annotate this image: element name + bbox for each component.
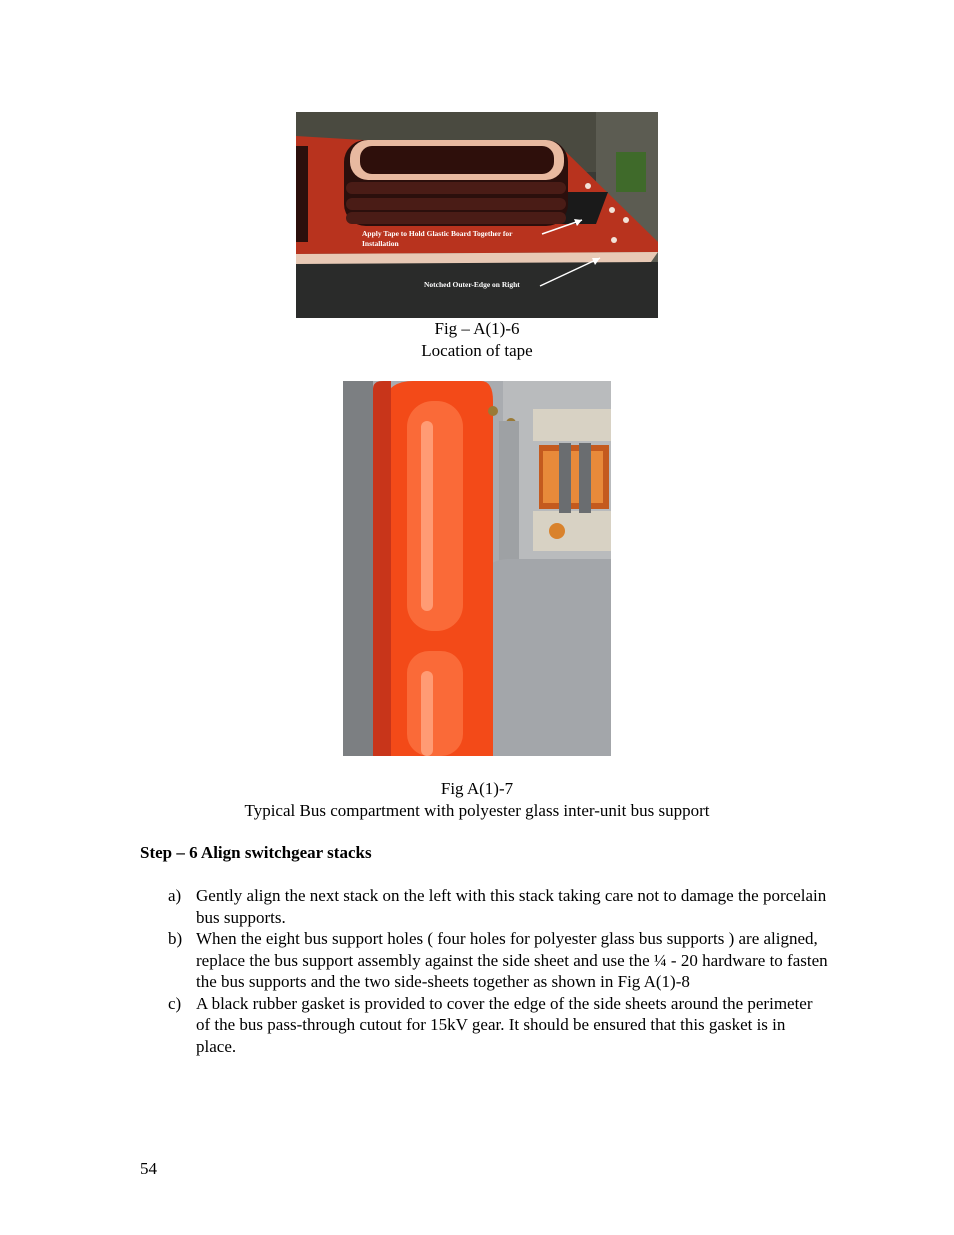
list-item bbox=[168, 928, 828, 993]
list-marker: a) bbox=[168, 886, 182, 905]
tape-annotation-line-2: Installation bbox=[362, 239, 399, 248]
figure-1-caption-title: Location of tape bbox=[421, 341, 533, 360]
page-number: 54 bbox=[140, 1159, 157, 1178]
figure-2-caption-number: Fig A(1)-7 bbox=[440, 779, 514, 798]
list-item bbox=[168, 993, 828, 1058]
list-marker: b) bbox=[168, 929, 183, 948]
list-item-text: Gently align the next stack on the left with this stack taking care not to damage the porcelain bus supports. bbox=[196, 886, 827, 927]
list-item bbox=[168, 885, 828, 928]
tape-annotation bbox=[362, 229, 562, 249]
figure-2-caption-title: Typical Bus compartment with polyester glass inter-unit bus support bbox=[244, 801, 710, 820]
tape-annotation-line-1: Apply Tape to Hold Glastic Board Together for bbox=[362, 229, 513, 238]
list-item-text: A black rubber gasket is provided to cover the edge of the side sheets around the perimeter of the bus pass-through cutout for 15kV gear. It should be ensured that this gasket is in place. bbox=[196, 993, 813, 1056]
figure-tape-location-photo bbox=[296, 112, 658, 318]
list-item-text: When the eight bus support holes ( four holes for polyester glass bus supports ) are aligned, replace the bus support assembly against the side sheet and use the ¼ - 20 hardware to fasten the bus supports and the two side-sheets together as shown in Fig A(1)-8 bbox=[196, 929, 828, 991]
figure-bus-compartment-photo bbox=[343, 381, 611, 756]
step-instructions-list bbox=[168, 885, 828, 1057]
list-marker: c) bbox=[168, 993, 182, 1013]
notch-annotation: Notched Outer-Edge on Right bbox=[424, 280, 520, 289]
figure-1-caption-number: Fig – A(1)-6 bbox=[434, 319, 520, 338]
step-heading: Step – 6 Align switchgear stacks bbox=[140, 843, 372, 862]
